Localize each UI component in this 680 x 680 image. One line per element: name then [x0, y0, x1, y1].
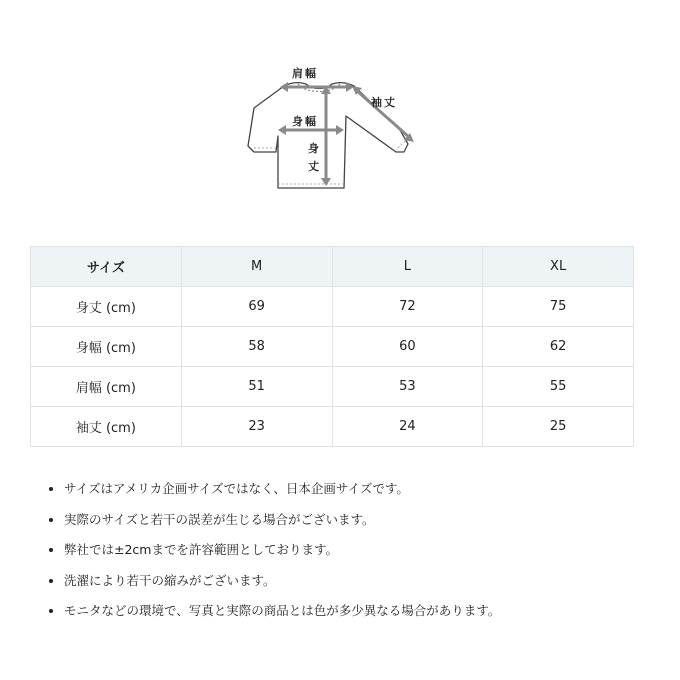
table-cell: 24: [332, 407, 483, 447]
table-row: [31, 287, 634, 327]
table-header-row: [31, 247, 634, 287]
note-item: • モニタなどの環境で、写真と実際の商品とは色が多少異なる場合があります。: [64, 596, 500, 627]
table-cell: 25: [483, 407, 634, 447]
table-cell: 75: [483, 287, 634, 327]
row-label-width: 身幅 (cm): [31, 327, 182, 367]
table-cell: 51: [181, 367, 332, 407]
note-item: • サイズはアメリカ企画サイズではなく、日本企画サイズです。: [64, 474, 500, 505]
note-item: • 実際のサイズと若干の誤差が生じる場合がございます。: [64, 505, 500, 536]
length-label-bottom: 丈: [308, 160, 319, 173]
table-cell: 72: [332, 287, 483, 327]
table-cell: 23: [181, 407, 332, 447]
length-label-top: 身: [308, 142, 319, 155]
row-label-length: 身丈 (cm): [31, 287, 182, 327]
table-row: [31, 367, 634, 407]
row-label-shoulder: 肩幅 (cm): [31, 367, 182, 407]
size-table: [30, 246, 634, 447]
table-row: [31, 407, 634, 447]
row-label-sleeve: 袖丈 (cm): [31, 407, 182, 447]
table-cell: 55: [483, 367, 634, 407]
notes-list: [46, 474, 500, 627]
header-m: M: [181, 247, 332, 287]
header-xl: XL: [483, 247, 634, 287]
header-l: L: [332, 247, 483, 287]
header-size: サイズ: [31, 247, 182, 287]
note-item: • 洗濯により若干の縮みがございます。: [64, 566, 500, 597]
sleeve-label: 袖丈: [371, 96, 397, 109]
measurement-diagram: [240, 60, 430, 195]
note-item: • 弊社では±2cmまでを許容範囲としております。: [64, 535, 500, 566]
table-cell: 60: [332, 327, 483, 367]
table-cell: 53: [332, 367, 483, 407]
tshirt-diagram: [240, 60, 430, 195]
table-cell: 69: [181, 287, 332, 327]
table-cell: 62: [483, 327, 634, 367]
width-label: 身幅: [292, 115, 318, 128]
table-cell: 58: [181, 327, 332, 367]
table-row: [31, 327, 634, 367]
shoulder-label: 肩幅: [292, 67, 318, 80]
